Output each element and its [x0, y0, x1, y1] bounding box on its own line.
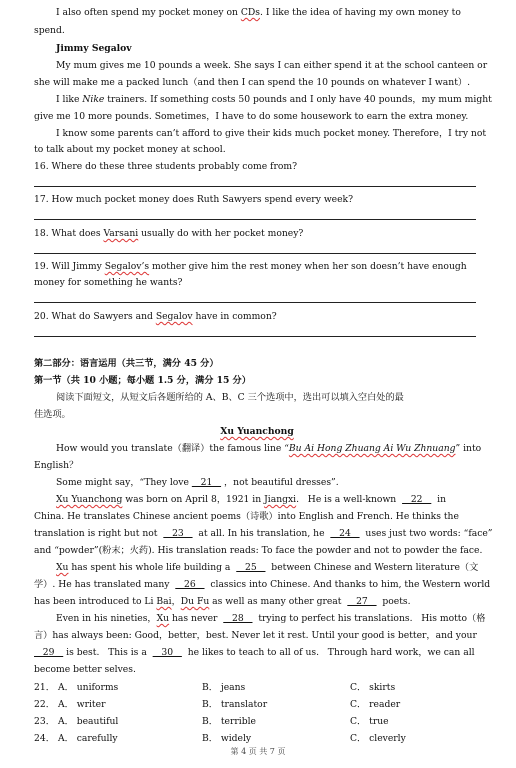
- answer-line-16[interactable]: [34, 186, 476, 187]
- option-a[interactable]: A． uniforms: [58, 682, 119, 693]
- option-number: 22．: [34, 699, 55, 710]
- option-b[interactable]: B． terrible: [202, 716, 256, 727]
- text: classics into Chinese. And thanks to him, the Western world: [204, 579, 491, 590]
- text: 18. What does: [34, 228, 104, 239]
- passage-line-2: English？: [34, 460, 79, 471]
- text: Varsani: [103, 228, 139, 239]
- text: CDs: [240, 7, 260, 18]
- option-c[interactable]: C． skirts: [350, 682, 396, 693]
- text: has spent his whole life building a: [68, 562, 237, 573]
- question-20: [34, 310, 480, 323]
- part2-title: 第二部分：语言运用（共三节，满分 45 分）: [34, 358, 219, 369]
- text: he likes to teach to all of us. Through hard work，we can all: [181, 647, 475, 658]
- option-b[interactable]: B． widely: [202, 733, 252, 744]
- text: Du Fu: [180, 596, 210, 607]
- option-c[interactable]: C． cleverly: [350, 733, 406, 744]
- text: Bu Ai Hong Zhuang Ai Wu Zhnuang: [288, 443, 456, 454]
- option-b[interactable]: B． jeans: [202, 682, 246, 693]
- text: Nike: [82, 94, 105, 105]
- option-c[interactable]: C． true: [350, 716, 389, 727]
- text: usually do with her pocket money?: [138, 228, 304, 239]
- option-b[interactable]: B． translator: [202, 699, 268, 710]
- text: Bai: [156, 596, 172, 607]
- text: trainers. If something costs 50 pounds and I only have 40 pounds，my mum might: [104, 94, 492, 105]
- option-c[interactable]: C． reader: [350, 699, 401, 710]
- text: Xu Yuanchong: [220, 426, 294, 437]
- passage-line-8: [56, 561, 480, 574]
- text: translation is right but not: [34, 528, 164, 539]
- text: have in common?: [192, 311, 277, 322]
- option-number: 21．: [34, 682, 55, 693]
- passage-line-12: 言）has always been: Good，better，best. Never let it rest. Until your good is better，and your: [34, 630, 477, 641]
- text: Segalov’s: [104, 261, 150, 272]
- passage-line-11: [56, 612, 486, 625]
- option-a[interactable]: A． beautiful: [58, 716, 119, 727]
- question-16: 16. Where do these three students probably come from?: [34, 161, 298, 172]
- text: ，: [171, 596, 181, 607]
- text: Some might say，“They love: [56, 477, 192, 488]
- question-19-line1: [34, 260, 480, 273]
- passage-line-3: [56, 476, 480, 489]
- blank-21[interactable]: 21: [191, 477, 222, 488]
- text: I also often spend my pocket money on: [56, 7, 241, 18]
- option-number: 23．: [34, 716, 55, 727]
- passage-line-13: [34, 646, 480, 659]
- page-footer: 第 4 页 共 7 页: [230, 747, 286, 756]
- intro-line-2: spend.: [34, 25, 65, 36]
- text: ，not beautiful dresses”.: [221, 477, 339, 488]
- answer-line-18[interactable]: [34, 253, 476, 254]
- passage-line-5: China. He translates Chinese ancient poems（诗歌）into English and French. He thinks the: [34, 511, 459, 522]
- text: in: [431, 494, 446, 505]
- jimmy-p3-line2: to talk about my pocket money at school.: [34, 144, 226, 155]
- text: trying to perfect his translations. His motto（格: [252, 613, 486, 624]
- blank-25[interactable]: 25: [236, 562, 266, 573]
- passage-line-7: and “powder”(粉末；火药). His translation reads: To face the powder and not to powder the face.: [34, 545, 483, 556]
- text: Xu Yuanchong: [56, 494, 123, 505]
- jimmy-p1-line1: My mum gives me 10 pounds a week. She says I can either spend it at the school canteen or: [56, 60, 488, 71]
- passage-line-1: [56, 442, 480, 455]
- text: between Chinese and Western literature（文: [265, 562, 479, 573]
- text: Xu: [156, 613, 170, 624]
- passage-line-14: become better selves.: [34, 664, 136, 675]
- text: . He is a well-known: [296, 494, 403, 505]
- option-a[interactable]: A． carefully: [58, 733, 118, 744]
- blank-30[interactable]: 30: [152, 647, 182, 658]
- passage-line-6: [34, 527, 493, 540]
- section1-title: 第一节（共 10 小题；每小题 1.5 分，满分 15 分）: [34, 375, 251, 386]
- question-19-line2: money for something he wants?: [34, 277, 183, 288]
- text: ” into: [455, 443, 482, 454]
- passage-line-10: [34, 595, 480, 608]
- passage-title: [34, 425, 480, 438]
- text: mother give him the rest money when her son doesn’t have enough: [149, 261, 467, 272]
- text: Even in his nineties，: [56, 613, 157, 624]
- instructions-line1: 阅读下面短文，从短文后各题所给的 A、B、C 三个选项中，选出可以填入空白处的最: [56, 392, 404, 403]
- text: Segalov: [155, 311, 193, 322]
- text: has never: [169, 613, 224, 624]
- jimmy-p3-line1: I know some parents can’t afford to give their kids much pocket money. Therefore，I try not: [56, 128, 487, 139]
- text: 19. Will Jimmy: [34, 261, 105, 272]
- option-number: 24．: [34, 733, 55, 744]
- passage-line-9: [34, 578, 491, 591]
- text: was born on April 8，1921 in: [122, 494, 265, 505]
- text: Jiangxi: [264, 494, 297, 505]
- answer-line-19[interactable]: [34, 302, 476, 303]
- answer-line-20[interactable]: [34, 336, 476, 337]
- instructions-line2: 佳选项。: [34, 409, 71, 420]
- text: as well as many other great: [209, 596, 348, 607]
- text: poets.: [376, 596, 411, 607]
- blank-22[interactable]: 22: [402, 494, 432, 505]
- option-a[interactable]: A． writer: [58, 699, 106, 710]
- text: uses just two words: “face”: [359, 528, 493, 539]
- intro-line-1: [56, 6, 480, 19]
- question-18: [34, 227, 480, 240]
- text: Xu: [56, 562, 69, 573]
- passage-line-4: [56, 493, 480, 506]
- blank-26[interactable]: 26: [175, 579, 205, 590]
- question-17: 17. How much pocket money does Ruth Sawyers spend every week?: [34, 194, 354, 205]
- text: I like: [56, 94, 83, 105]
- text: 20. What do Sawyers and: [34, 311, 156, 322]
- jimmy-p2-line1: [56, 93, 492, 106]
- text: has been introduced to Li: [34, 596, 157, 607]
- jimmy-p1-line2: she will make me a packed lunch（and then I can spend the 10 pounds on whatever I want）.: [34, 77, 470, 88]
- blank-23[interactable]: 23: [163, 528, 193, 539]
- text: 学）. He has translated many: [34, 579, 176, 590]
- jimmy-heading: Jimmy Segalov: [56, 43, 132, 54]
- blank-28[interactable]: 28: [223, 613, 253, 624]
- blank-29[interactable]: 29: [34, 647, 64, 658]
- text: How would you translate（翻译）the famous line “: [56, 443, 289, 454]
- blank-24[interactable]: 24: [330, 528, 360, 539]
- blank-27[interactable]: 27: [347, 596, 377, 607]
- text: is best. This is a: [63, 647, 153, 658]
- jimmy-p2-line2: give me 10 more pounds. Sometimes，I have to do some housework to earn the extra money.: [34, 111, 469, 122]
- answer-line-17[interactable]: [34, 219, 476, 220]
- text: at all. In his translation, he: [192, 528, 331, 539]
- text: . I like the idea of having my own money to: [259, 7, 461, 18]
